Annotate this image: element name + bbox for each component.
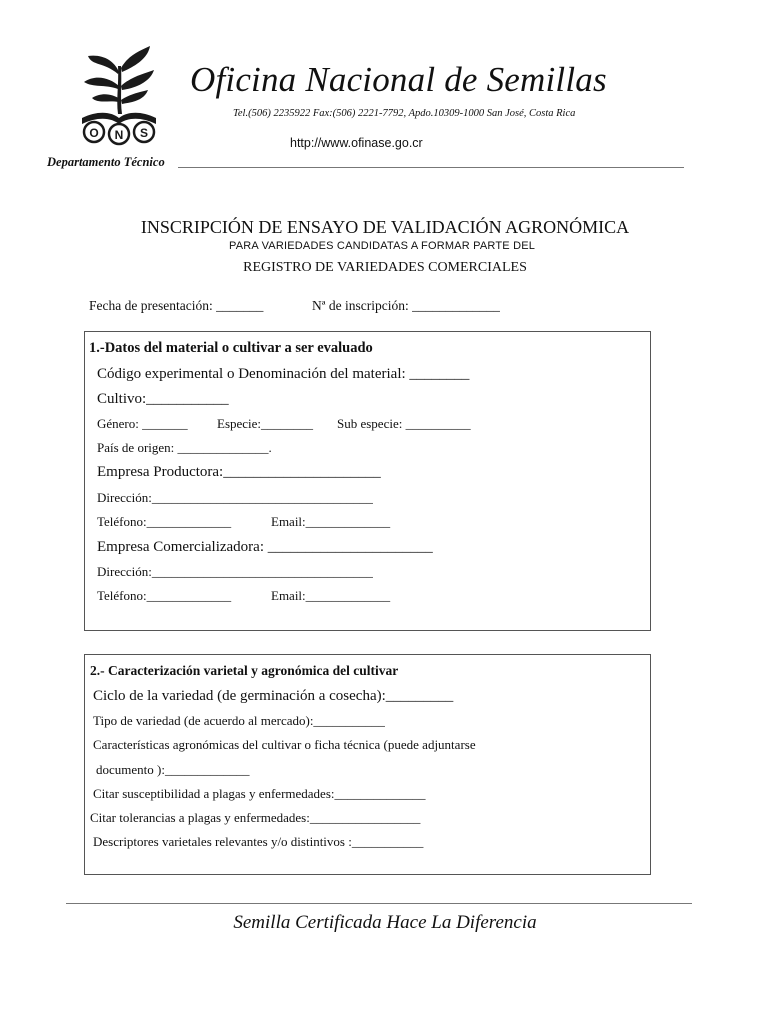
section2-heading: 2.- Caracterización varietal y agronómica del cultivar <box>90 663 399 678</box>
direccion-comercializadora-field: Dirección:__________________________________ <box>97 564 373 579</box>
department-label: Departamento Técnico <box>47 155 165 169</box>
header-divider <box>178 167 684 168</box>
ciclo-variedad-field: Ciclo de la variedad (de germinación a cosecha):_________ <box>93 688 454 704</box>
direccion-productora-field: Dirección:__________________________________ <box>97 490 373 505</box>
tipo-variedad-field: Tipo de variedad (de acuerdo al mercado):___________ <box>93 713 385 728</box>
caracteristicas-field: Características agronómicas del cultivar o ficha técnica (puede adjuntarse <box>93 737 476 752</box>
form-title: INSCRIPCIÓN DE ENSAYO DE VALIDACIÓN AGRONÓMICA <box>140 217 630 237</box>
empresa-comercializadora-field: Empresa Comercializadora: ______________________ <box>97 539 433 555</box>
empresa-productora-field: Empresa Productora:_____________________ <box>97 464 381 480</box>
org-name: Oficina Nacional de Semillas <box>190 60 607 99</box>
tolerancias-field: Citar tolerancias a plagas y enfermedades:_________________ <box>90 810 421 825</box>
logo-letter-n: N <box>114 128 124 142</box>
numero-inscripcion-field: Nª de inscripción: _____________ <box>312 298 500 313</box>
documento-field: documento ):_____________ <box>96 762 250 777</box>
fecha-presentacion-field: Fecha de presentación: _______ <box>89 298 264 313</box>
cultivo-field: Cultivo:___________ <box>97 391 229 407</box>
email-comercializadora-field: Email:_____________ <box>271 588 391 603</box>
contact-info: Tel.(506) 2235922 Fax:(506) 2221-7792, Apdo.10309-1000 San José, Costa Rica <box>233 108 576 119</box>
website-link[interactable]: http://www.ofinase.go.cr <box>290 136 423 150</box>
descriptores-field: Descriptores varietales relevantes y/o distintivos :___________ <box>93 834 424 849</box>
susceptibilidad-field: Citar susceptibilidad a plagas y enfermedades:______________ <box>93 786 426 801</box>
form-subtitle: PARA VARIEDADES CANDIDATAS A FORMAR PARTE DEL <box>229 240 536 252</box>
registry-title: REGISTRO DE VARIEDADES COMERCIALES <box>243 260 527 275</box>
footer-divider <box>66 903 692 904</box>
email-productora-field: Email:_____________ <box>271 514 391 529</box>
section1-heading: 1.-Datos del material o cultivar a ser evaluado <box>89 340 373 356</box>
logo-letter-o: O <box>89 126 99 140</box>
telefono-comercializadora-field: Teléfono:_____________ <box>97 588 232 603</box>
subespecie-field: Sub especie: __________ <box>337 416 471 431</box>
pais-origen-field: País de origen: ______________. <box>97 440 272 455</box>
especie-field: Especie:________ <box>217 416 314 431</box>
codigo-field: Código experimental o Denominación del material: ________ <box>97 366 470 382</box>
ons-logo <box>74 44 164 154</box>
logo-letter-s: S <box>139 126 149 140</box>
genero-field: Género: _______ <box>97 416 188 431</box>
telefono-productora-field: Teléfono:_____________ <box>97 514 232 529</box>
footer-slogan: Semilla Certificada Hace La Diferencia <box>233 912 537 933</box>
